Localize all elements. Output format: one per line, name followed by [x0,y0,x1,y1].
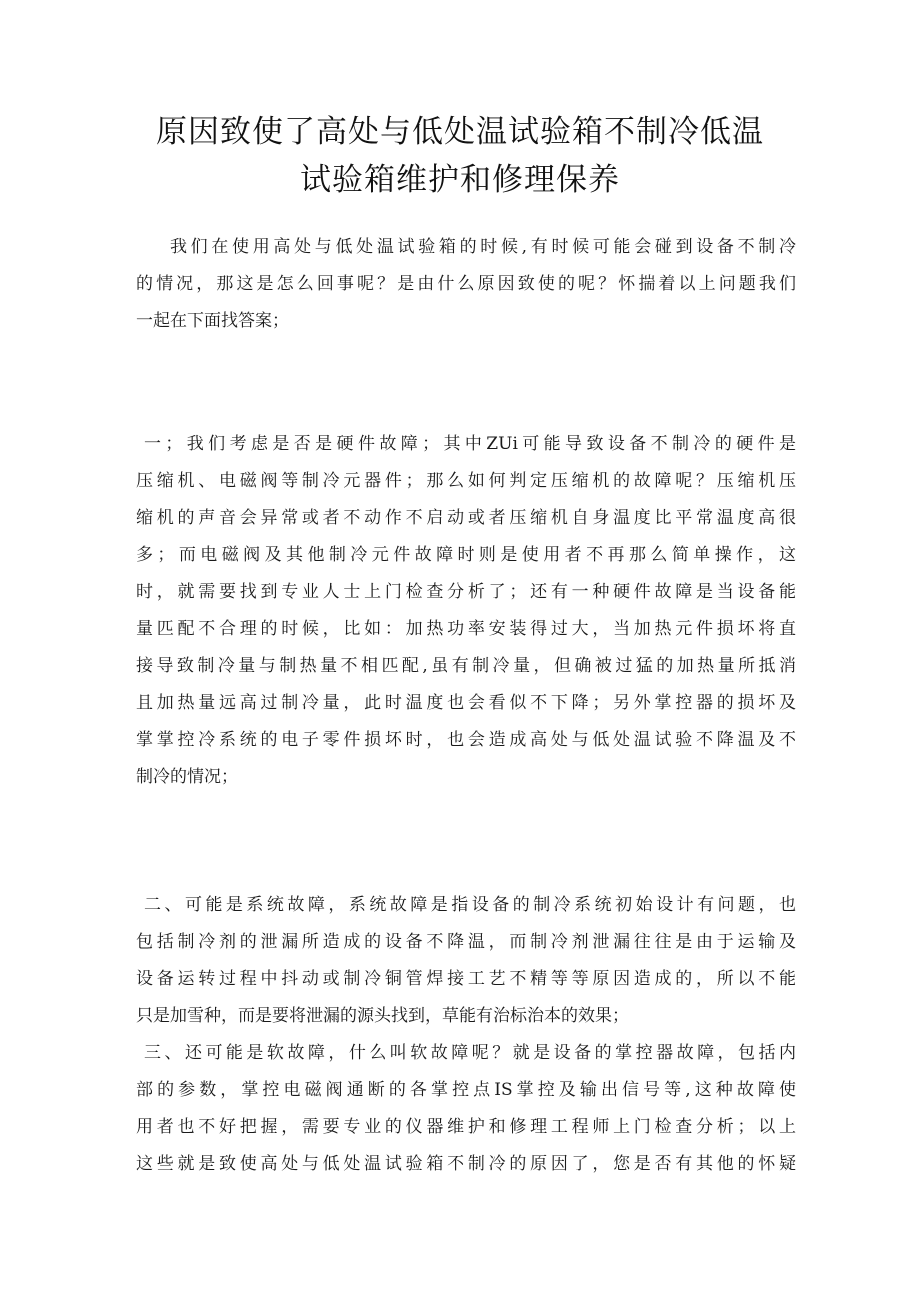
text-line: 这些就是致使高处与低处温试验箱不制冷的原因了，您是否有其他的怀疑 [136,1154,796,1174]
text-line: 包括制冷剂的泄漏所造成的设备不降温，而制冷剂泄漏往往是由于运输及 [136,932,796,952]
section-three-paragraph [136,1035,796,1183]
intro-paragraph [136,229,796,340]
text-line: 的情况，那这是怎么回事呢？是由什么原因致使的呢？怀揣着以上问题我们 [136,274,796,294]
text-line: 缩机的声音会异常或者不动作不启动或者压缩机自身温度比平常温度高很 [136,508,796,528]
text-line: 多；而电磁阀及其他制冷元件故障时则是使用者不再那么简单操作，这 [136,545,796,565]
section-one-paragraph [136,426,796,796]
text-line: 压缩机、电磁阀等制冷元器件；那么如何判定压缩机的故障呢？压缩机压 [136,471,796,491]
title-line: 原因致使了高处与低处温试验箱不制冷低温 [156,114,764,150]
text-line: 掌掌控冷系统的电子零件损坏时，也会造成高处与低处温试验不降温及不 [136,730,796,750]
text-line: 一；我们考虑是否是硬件故障；其中ZUi可能导致设备不制冷的硬件是 [144,434,796,454]
text-line: 二、可能是系统故障，系统故障是指设备的制冷系统初始设计有问题，也 [144,895,796,915]
text-line: 部的参数，掌控电磁阀通断的各掌控点IS掌控及输出信号等,这种故障使 [136,1080,796,1100]
text-line: 一起在下面找答案； [136,311,289,331]
text-line: 且加热量远高过制冷量，此时温度也会看似不下降；另外掌控器的损坏及 [136,693,796,713]
text-line: 我们在使用高处与低处温试验箱的时候,有时候可能会碰到设备不制冷 [170,237,796,257]
text-line: 量匹配不合理的时候，比如：加热功率安装得过大，当加热元件损坏将直 [136,619,796,639]
text-line: 三、还可能是软故障，什么叫软故障呢？就是设备的掌控器故障，包括内 [144,1043,796,1063]
section-two-paragraph [136,887,796,1035]
document-title [120,108,800,204]
text-line: 制冷的情况； [136,767,238,787]
text-line: 时，就需要找到专业人士上门检查分析了；还有一种硬件故障是当设备能 [136,582,796,602]
text-line: 只是加雪种，而是要将泄漏的源头找到，草能有治标治本的效果； [136,1006,629,1026]
text-line: 接导致制冷量与制热量不相匹配,虽有制冷量，但确被过猛的加热量所抵消 [136,656,796,676]
title-line: 试验箱维护和修理保养 [300,162,620,198]
text-line: 设备运转过程中抖动或制冷铜管焊接工艺不精等等原因造成的，所以不能 [136,969,796,989]
text-line: 用者也不好把握，需要专业的仪器维护和修理工程师上门检查分析；以上 [136,1117,796,1137]
